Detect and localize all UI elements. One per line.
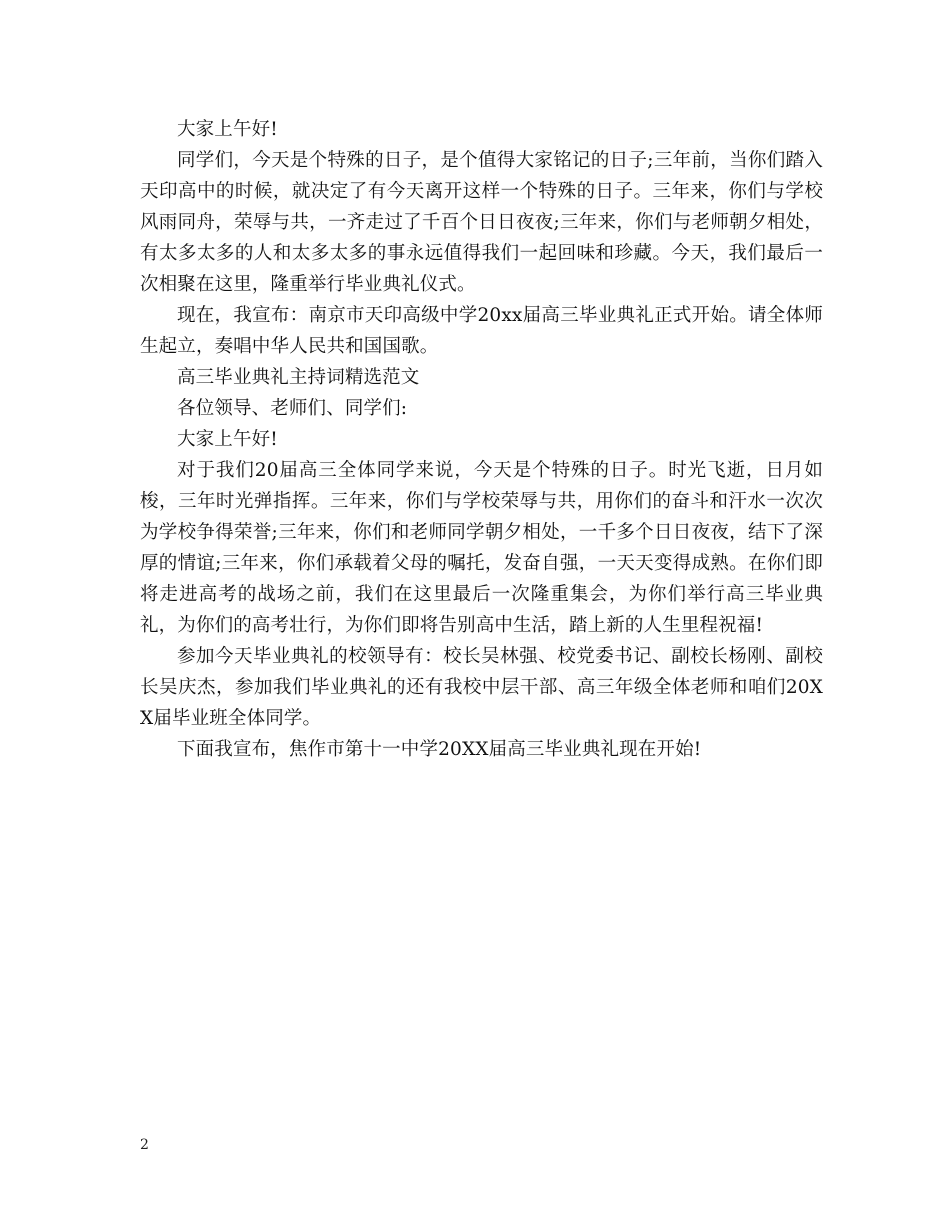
announcement-paragraph: 现在，我宣布：南京市天印高级中学20xx届高三毕业典礼正式开始。请全体师生起立，奏唱中华人民共和国国歌。 [140, 305, 823, 357]
page-number: 2 [140, 1137, 149, 1153]
salutation-paragraph: 各位领导、老师们、同学们: [177, 398, 408, 419]
body-paragraph: 对于我们20届高三全体同学来说，今天是个特殊的日子。时光飞逝，日月如梭，三年时光弹指挥。三年来，你们与学校荣辱与共，用你们的奋斗和汗水一次次为学校争得荣誉;三年来，你们和老师同学朝夕相处，一千多个日日夜夜，结下了深厚的情谊;三年来，你们承载着父母的嘱托，发奋自强，一天天变得成熟。在你们即将走进高考的战场之前，我们在这里最后一次隆重集会，为你们举行高三毕业典礼，为你们的高考壮行，为你们即将告别高中生活，踏上新的人生里程祝福! [140, 460, 823, 636]
document-body [140, 114, 823, 765]
section-heading: 高三毕业典礼主持词精选范文 [177, 367, 420, 388]
leaders-paragraph: 参加今天毕业典礼的校领导有：校长吴林强、校党委书记、副校长杨刚、副校长吴庆杰，参加我们毕业典礼的还有我校中层干部、高三年级全体老师和咱们20XX届毕业班全体同学。 [140, 646, 823, 729]
greeting-paragraph: 大家上午好! [177, 119, 278, 140]
body-paragraph: 同学们，今天是个特殊的日子，是个值得大家铭记的日子;三年前，当你们踏入天印高中的时候，就决定了有今天离开这样一个特殊的日子。三年来，你们与学校风雨同舟，荣辱与共，一齐走过了千百个日日夜夜;三年来，你们与老师朝夕相处，有太多太多的人和太多太多的事永远值得我们一起回味和珍藏。今天，我们最后一次相聚在这里，隆重举行毕业典礼仪式。 [140, 150, 823, 295]
announcement-paragraph: 下面我宣布，焦作市第十一中学20XX届高三毕业典礼现在开始! [177, 739, 702, 760]
greeting-paragraph: 大家上午好! [177, 429, 278, 450]
